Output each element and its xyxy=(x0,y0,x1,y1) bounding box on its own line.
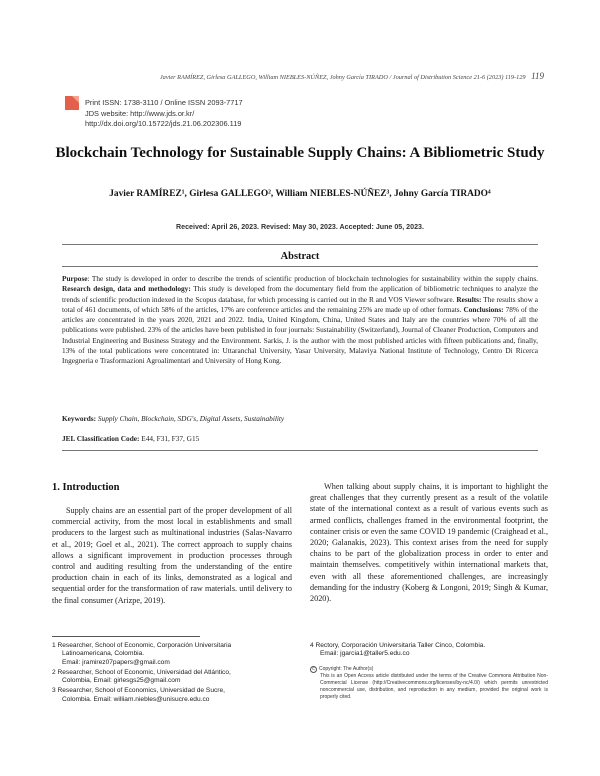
abstract-heading: Abstract xyxy=(280,251,320,262)
abstract-bottom-rule xyxy=(62,450,538,451)
license-heading-text: Copyright: The Author(s) xyxy=(319,666,374,673)
issn-line: Print ISSN: 1738-3110 / Online ISSN 2093-7717 xyxy=(85,98,243,107)
footnote-line: Latinoamericana, Colombia. xyxy=(62,650,145,658)
results-label: Results: xyxy=(456,294,482,304)
jel-codes xyxy=(62,434,538,443)
results-text: The results show a total of 461 documents, of which 58% of the articles, 17% are conference articles and the remaining 25% are made up of other formats. xyxy=(62,294,539,314)
journal-info xyxy=(85,98,243,130)
design-text: This study is developed from the documentary field from the application of bibliometric techniques to analyze the trends of scientific production indexed in the Scopus database, for which processing is carried out in the R and VOS Viewer software. xyxy=(62,284,538,304)
introduction-paragraph-right: When talking about supply chains, it is important to highlight the great challenges that they currently present as a result of the volatile state of the international context as a result of various events such as armed conflicts, challenges framed in the environmental footprint, the container crisis or even the same COVID 19 pandemic (Craighead et al., 2020; Galanakis, 2023). This context arises from the need for supply chains to be part of the globalization process in order to enter and maintain themselves. competitively within international markets that, even with all these aforementioned challenges, are increasingly demanding for the industry (Koberg & Longoni, 2019; Singh & Kumar, 2020). xyxy=(310,482,548,604)
footnote-email: Colombia. Email: william.niebles@unisucre.edu.co xyxy=(62,695,210,703)
keywords-label: Keywords: xyxy=(62,414,97,423)
license-heading xyxy=(310,666,548,673)
author-list: Javier RAMÍREZ¹, Girlesa GALLEGO², William NIEBLES-NÚÑEZ³, Johny García TIRADO⁴ xyxy=(109,189,491,199)
purpose-label: Purpose xyxy=(62,274,88,283)
jel-text: E44, F31, F37, G15 xyxy=(141,434,200,443)
running-head xyxy=(58,71,544,81)
license-notice xyxy=(310,666,548,701)
running-head-text: Javier RAMÍREZ, Girlesa GALLEGO, William NIEBLES-NÚÑEZ, Johny García TIRADO / Journal of Distribution Science 21-6 (2023) 119-129 xyxy=(159,74,526,81)
journal-logo-icon xyxy=(65,96,79,110)
website-link[interactable]: JDS website: http://www.jds.or.kr/ xyxy=(85,108,195,118)
footnote-2 xyxy=(52,669,292,686)
footnote-line: 3 Researcher, School of Economics, Universidad de Sucre, xyxy=(52,687,225,695)
design-label: Research design, data and methodology: xyxy=(62,284,191,294)
introduction-paragraph-left: Supply chains are an essential part of the proper development of all commercial activity, from the most local in establishments and small producers to the largest such as multinational industries (Salas-Navarro et al., 2019; Goel et al., 2021). The correct approach to supply chains allows a significant improvement in production processes through control and auditing resulting from the understanding of the entire production chain in each of its links, demonstrated as a logical and sequential order for the transformation of raw materials. until delivery to the final consumer (Arizpe, 2019). xyxy=(52,506,292,605)
conclusions-text: 78% of the articles are concentrated in the years 2020, 2021 and 2022. India, United Kingdom, China, United States and Italy are the countries where 70% of all the publications were published. 23% of the articles have been published in four journals: Sustainability (Switzerland), Journal of Cleaner Production, Computers and Industrial Engineering and Business Strategy and the Environment. Sarkis, J. is the author with the most published articles with fifteen publications and, finally, 13% of the total publications were concentrated in: Uttaranchal University, Yasar University, Malaviya National Institute of Technology, Centro Di Ricerca Ingegneria e Trasformazioni Agroalimentari and University of Hong Kong. xyxy=(62,304,538,366)
footnote-rule xyxy=(52,636,200,637)
introduction-heading: 1. Introduction xyxy=(52,482,120,493)
keywords-text: Supply Chain, Blockchain, SDG's, Digital Assets, Sustainability xyxy=(97,414,285,423)
footnote-3 xyxy=(52,687,292,704)
received-dates: Received: April 26, 2023. Revised: May 30, 2023. Accepted: June 05, 2023. xyxy=(176,223,424,231)
abstract-heading-rule xyxy=(62,266,538,267)
footnote-line: 2 Researcher, School of Economic, Universidad del Atlántico, xyxy=(52,668,231,676)
page-number: 119 xyxy=(531,71,544,81)
footnote-1 xyxy=(52,642,292,667)
jel-label: JEL Classification Code: xyxy=(62,434,140,443)
keywords xyxy=(62,414,538,423)
footnotes-left xyxy=(52,642,292,706)
footnote-line: 4 Rectory, Corporación Universitaria Taller Cinco, Colombia. xyxy=(310,642,486,649)
copyright-icon: c xyxy=(310,666,317,673)
footnote-email: Colombia, Email: girlesgs25@gmail.com xyxy=(62,677,181,685)
footnote-line: 1 Researcher, School of Economic, Corporación Universitaria xyxy=(52,642,232,649)
purpose-text: : The study is developed in order to describe the trends of scientific production of blockchain technologies for sustainability within the supply chains. xyxy=(87,274,538,283)
footnote-email: Email: jramirez07papers@gmail.com xyxy=(62,658,170,666)
doi-link[interactable]: http://dx.doi.org/10.15722/jds.21.06.202306.119 xyxy=(85,119,242,129)
footnote-4 xyxy=(310,642,548,659)
footnote-email: Email: jgarcia1@taller5.edu.co xyxy=(320,650,410,658)
abstract-top-rule xyxy=(62,244,538,245)
conclusions-label: Conclusions: xyxy=(463,304,504,314)
license-body: This is an Open Access article distributed under the terms of the Creative Commons Attribution Non-Commercial License (http://Creativecommons.org/licenses/by-nc/4.0/) which permits unrestricted noncommercial use, distribution, and reproduction in any medium, provided the original work is properly cited. xyxy=(320,673,548,700)
abstract-body xyxy=(62,274,538,367)
paper-title: Blockchain Technology for Sustainable Supply Chains: A Bibliometric Study xyxy=(55,145,545,161)
